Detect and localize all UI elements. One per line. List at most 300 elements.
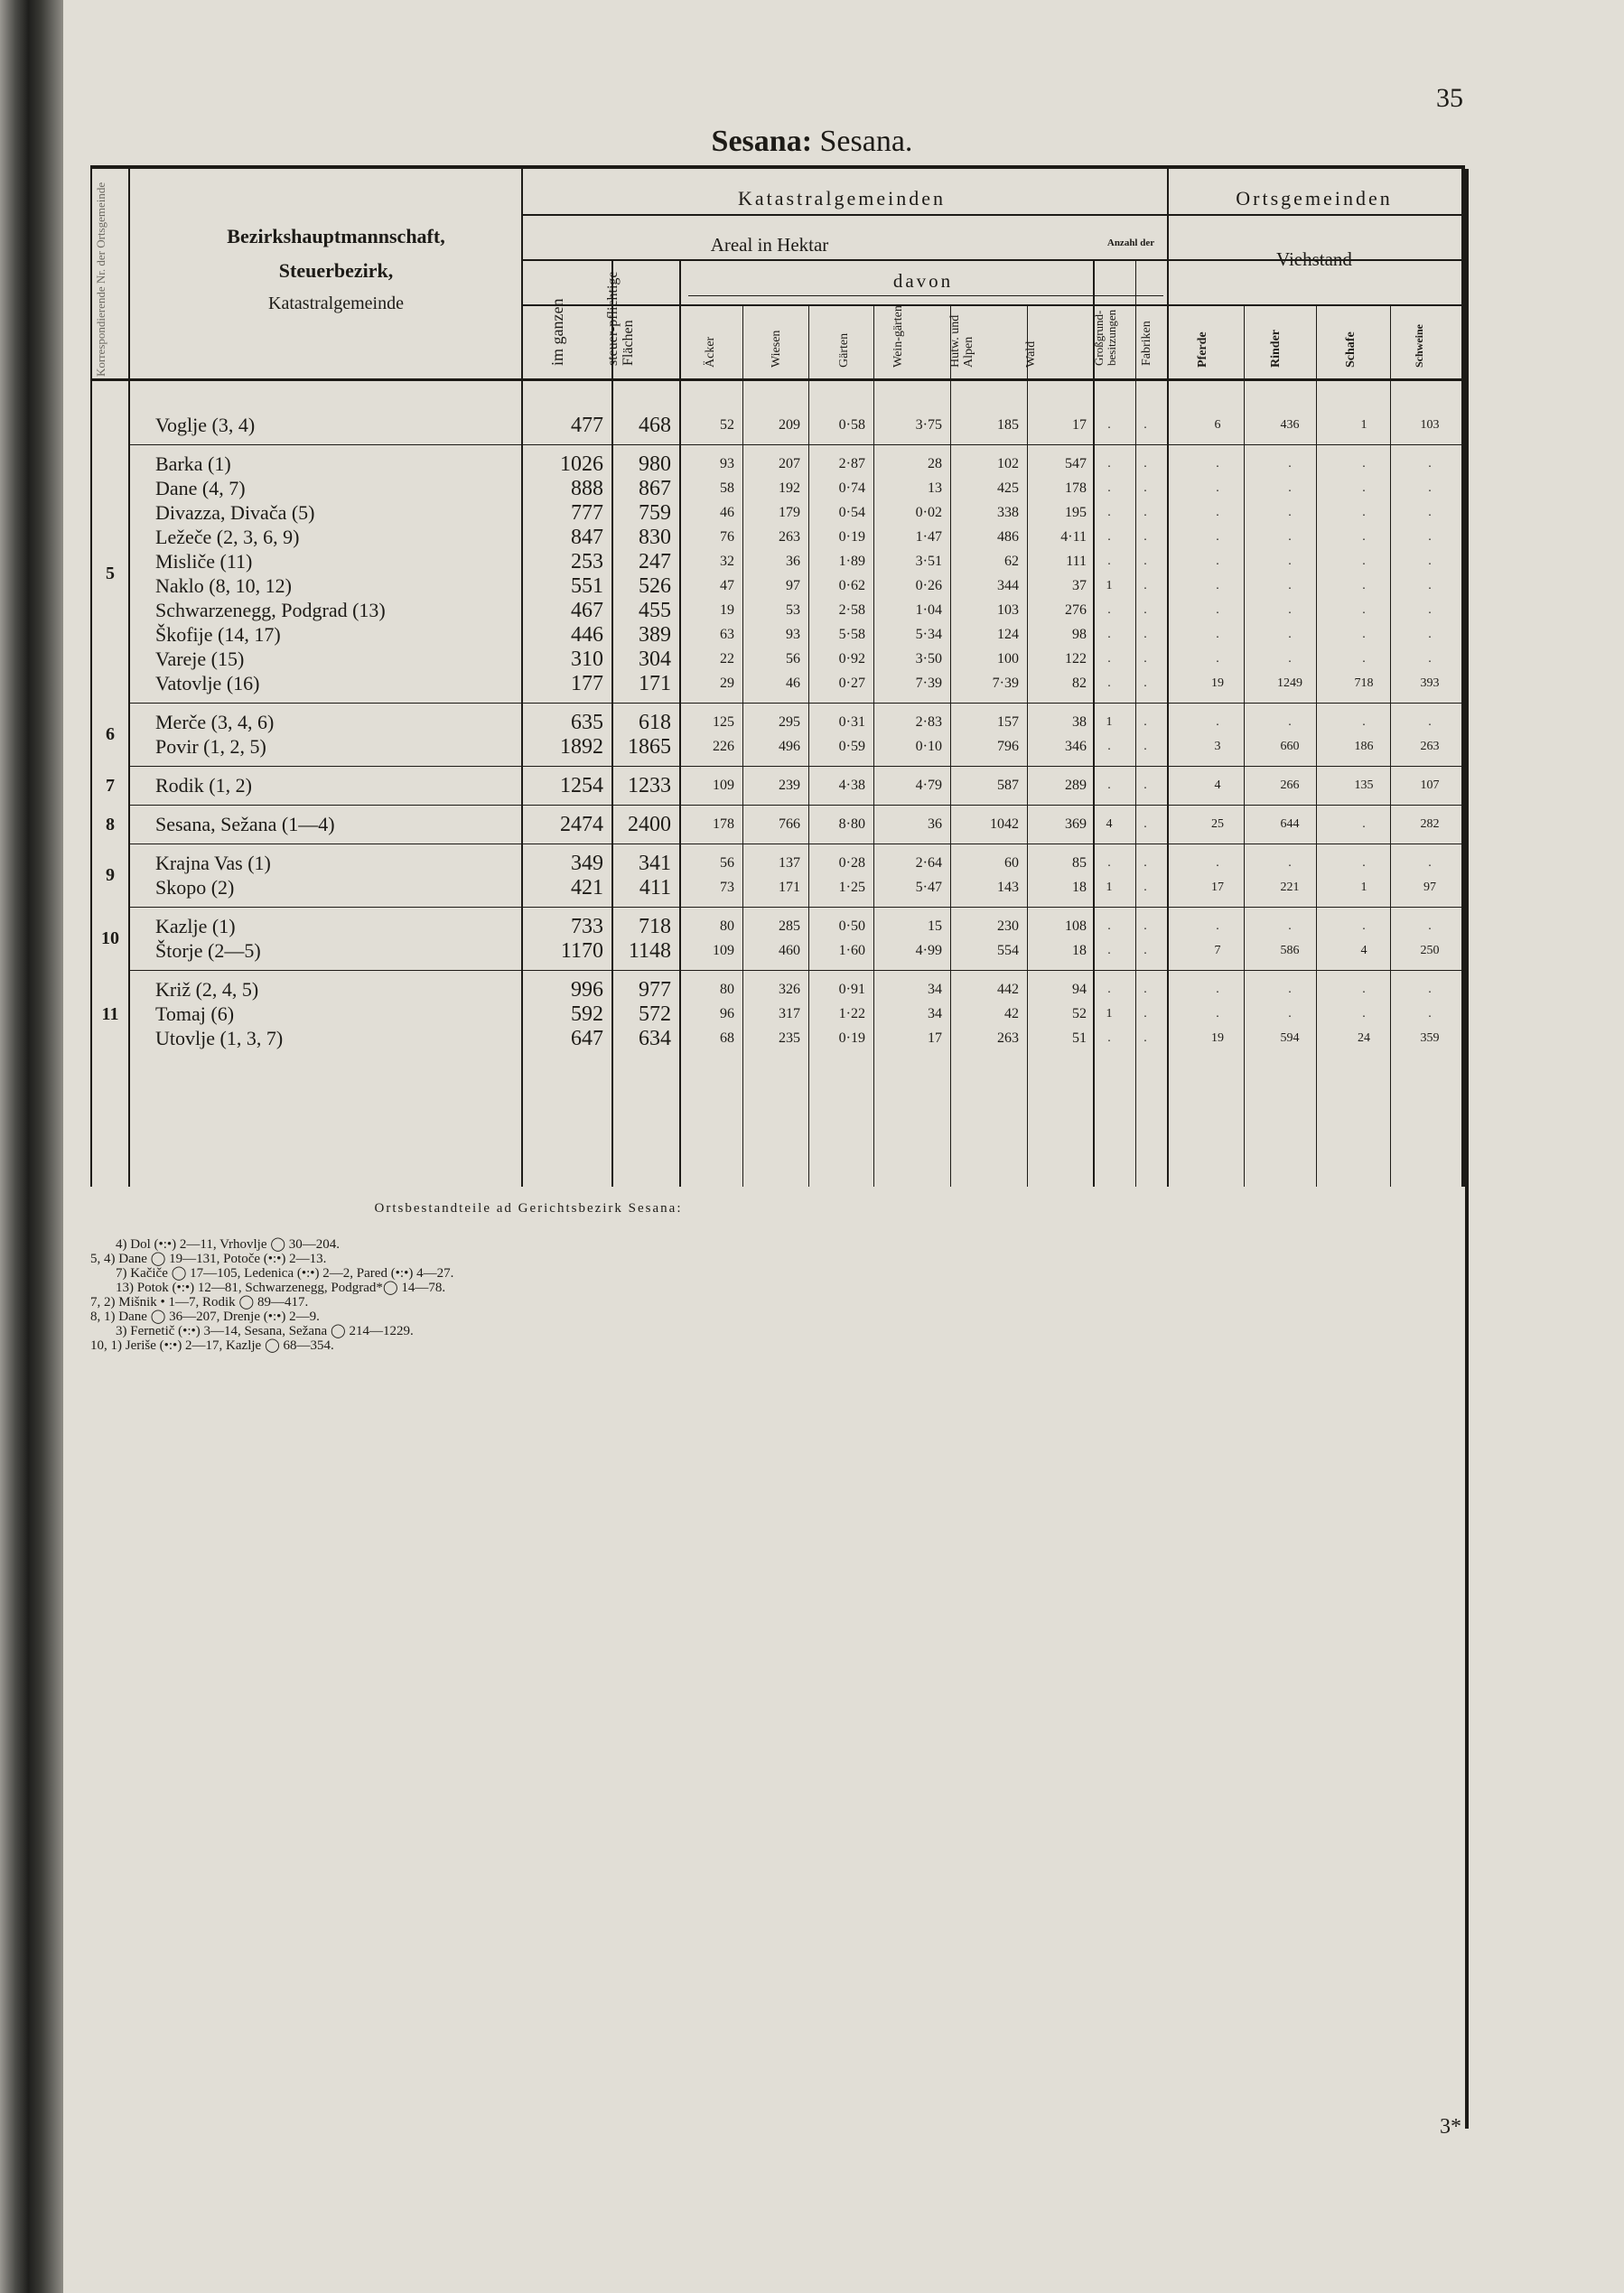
- row-value: 7: [1214, 944, 1221, 957]
- row-value: 1·25: [838, 880, 865, 895]
- row-value: 93: [720, 456, 734, 471]
- header-name-1: Bezirkshauptmannschaft,: [227, 225, 445, 247]
- row-value: 19: [1211, 676, 1224, 690]
- row-value: 572: [639, 1002, 671, 1026]
- row-value: 6: [1214, 418, 1221, 432]
- row-value: 111: [1066, 554, 1087, 569]
- row-value: .: [1216, 919, 1219, 933]
- row-value: .: [1143, 481, 1147, 495]
- row-value: 0·02: [915, 505, 942, 520]
- header-hutweiden: Hutw. und Alpen: [948, 314, 975, 368]
- row-value: 107: [1420, 778, 1440, 792]
- row-value: .: [1288, 919, 1292, 933]
- row-value: 644: [1280, 817, 1300, 831]
- rule-horizontal: [521, 259, 1199, 261]
- footnote-line: 3) Fernetič (•:•) 3—14, Sesana, Sežana ◯ 214—1229.: [116, 1324, 414, 1338]
- row-value: 2·87: [838, 456, 865, 471]
- row-value: .: [1216, 983, 1219, 996]
- rule-vertical: [521, 169, 523, 1187]
- row-value: 766: [779, 816, 800, 832]
- row-value: .: [1288, 715, 1292, 729]
- row-value: 0·19: [838, 529, 865, 545]
- row-value: 52: [720, 417, 734, 433]
- row-value: .: [1143, 603, 1147, 617]
- row-value: .: [1107, 555, 1111, 568]
- row-value: 179: [779, 505, 800, 520]
- header-pferde: Pferde: [1196, 331, 1209, 368]
- row-value: 1892: [560, 735, 603, 759]
- row-name: Krajna Vas (1): [155, 852, 271, 874]
- row-value: .: [1107, 506, 1111, 519]
- row-value: .: [1428, 983, 1432, 996]
- row-name: Sesana, Sežana (1—4): [155, 813, 335, 835]
- row-value: 186: [1354, 740, 1374, 753]
- row-value: 103: [997, 602, 1019, 618]
- row-value: 17: [928, 1030, 942, 1046]
- row-value: 3·51: [915, 554, 942, 569]
- row-value: 1: [1360, 418, 1367, 432]
- rule-horizontal: [1185, 259, 1461, 261]
- row-value: 102: [997, 456, 1019, 471]
- row-value: 93: [786, 627, 800, 642]
- footnote-line: 4) Dol (•:•) 2—11, Vrhovlje ◯ 30—204.: [116, 1237, 341, 1252]
- row-name: Barka (1): [155, 452, 231, 475]
- header-wald: Wald: [1024, 340, 1038, 368]
- row-value: .: [1288, 506, 1292, 519]
- row-value: 124: [997, 627, 1019, 642]
- header-im-ganzen: im ganzen: [548, 298, 566, 366]
- row-value: 888: [571, 477, 603, 500]
- row-value: 177: [571, 672, 603, 695]
- row-value: 266: [1280, 778, 1300, 792]
- row-value: 759: [639, 501, 671, 525]
- footnote-line: 7, 2) Mišnik • 1—7, Rodik ◯ 89—417.: [90, 1295, 309, 1310]
- row-value: 436: [1280, 418, 1300, 432]
- rule-vertical: [873, 304, 874, 1187]
- row-value: .: [1362, 817, 1366, 831]
- row-name: Štorje (2—5): [155, 939, 261, 962]
- header-katastral: Katastralgemeinden: [738, 187, 946, 210]
- row-value: 230: [997, 918, 1019, 934]
- row-value: 7·39: [992, 676, 1019, 691]
- row-value: .: [1143, 676, 1147, 690]
- row-name: Ležeče (2, 3, 6, 9): [155, 526, 300, 548]
- row-value: .: [1362, 579, 1366, 592]
- row-value: 5·47: [915, 880, 942, 895]
- row-value: 2·64: [915, 855, 942, 871]
- row-value: 209: [779, 417, 800, 433]
- group-number: 7: [106, 775, 115, 796]
- header-steuerpflichtig: steuer-pflichtige Flächen: [605, 271, 636, 366]
- row-value: 63: [720, 627, 734, 642]
- row-value: .: [1428, 919, 1432, 933]
- row-value: .: [1143, 944, 1147, 957]
- row-value: 389: [639, 623, 671, 647]
- row-value: .: [1216, 628, 1219, 641]
- row-value: 18: [1072, 943, 1087, 958]
- row-value: 100: [997, 651, 1019, 666]
- row-value: .: [1362, 983, 1366, 996]
- row-value: .: [1362, 919, 1366, 933]
- row-value: 1: [1106, 715, 1113, 729]
- row-value: .: [1143, 881, 1147, 894]
- row-value: 0·74: [838, 480, 865, 496]
- row-value: 547: [1065, 456, 1087, 471]
- row-value: .: [1428, 715, 1432, 729]
- row-value: .: [1216, 481, 1219, 495]
- row-value: 446: [571, 623, 603, 647]
- row-value: 46: [720, 505, 734, 520]
- row-value: 103: [1420, 418, 1440, 432]
- row-value: .: [1288, 603, 1292, 617]
- row-value: 317: [779, 1006, 800, 1021]
- row-value: 496: [779, 739, 800, 754]
- row-value: .: [1362, 856, 1366, 870]
- row-value: 618: [639, 711, 671, 734]
- row-value: .: [1107, 676, 1111, 690]
- row-name: Vareje (15): [155, 648, 245, 670]
- rule-horizontal: [128, 970, 1461, 971]
- row-value: 47: [720, 578, 734, 593]
- row-name: Naklo (8, 10, 12): [155, 574, 292, 597]
- row-value: .: [1216, 555, 1219, 568]
- row-value: 263: [1420, 740, 1440, 753]
- row-value: .: [1216, 579, 1219, 592]
- row-value: 1026: [560, 452, 603, 476]
- row-value: 349: [571, 852, 603, 875]
- row-value: .: [1216, 506, 1219, 519]
- row-value: .: [1216, 1007, 1219, 1021]
- rule-horizontal: [128, 444, 1461, 445]
- row-value: 4: [1106, 817, 1113, 831]
- row-value: 42: [1004, 1006, 1019, 1021]
- row-value: 135: [1354, 778, 1374, 792]
- header-grossgrund: Großgrund-besitzungen: [1092, 309, 1118, 366]
- rule-vertical: [1027, 304, 1028, 1187]
- row-value: 4·11: [1060, 529, 1087, 545]
- footnotes-heading: Ortsbestandteile ad Gerichtsbezirk Sesana:: [374, 1201, 683, 1216]
- row-value: 346: [1065, 739, 1087, 754]
- row-value: 4: [1360, 944, 1367, 957]
- row-value: .: [1428, 603, 1432, 617]
- row-value: 82: [1072, 676, 1087, 691]
- group-number: 11: [101, 1003, 119, 1024]
- row-value: 1: [1106, 1007, 1113, 1021]
- row-value: .: [1107, 919, 1111, 933]
- row-value: 1170: [560, 939, 603, 963]
- row-value: 185: [997, 417, 1019, 433]
- row-value: .: [1428, 530, 1432, 544]
- row-value: .: [1216, 457, 1219, 471]
- row-value: 1·89: [838, 554, 865, 569]
- title-district: Sesana:: [711, 125, 813, 158]
- row-value: 282: [1420, 817, 1440, 831]
- row-value: 4·38: [838, 778, 865, 793]
- rule-vertical: [950, 304, 951, 1187]
- row-value: 592: [571, 1002, 603, 1026]
- row-value: 2·58: [838, 602, 865, 618]
- row-name: Povir (1, 2, 5): [155, 735, 266, 758]
- row-value: .: [1362, 1007, 1366, 1021]
- row-value: 0·31: [838, 714, 865, 730]
- row-name: Merče (3, 4, 6): [155, 711, 275, 733]
- row-value: 98: [1072, 627, 1087, 642]
- row-value: .: [1428, 628, 1432, 641]
- group-number: 9: [106, 865, 115, 885]
- row-value: 0·58: [838, 417, 865, 433]
- row-value: 660: [1280, 740, 1300, 753]
- rule-vertical: [1167, 169, 1169, 1187]
- header-fabriken: Fabriken: [1140, 321, 1153, 366]
- row-value: .: [1143, 817, 1147, 831]
- rule-vertical: [1316, 304, 1317, 1187]
- row-name: Tomaj (6): [155, 1002, 235, 1025]
- row-value: 263: [997, 1030, 1019, 1046]
- row-value: .: [1428, 506, 1432, 519]
- rule-vertical: [679, 259, 681, 1187]
- row-value: 195: [1065, 505, 1087, 520]
- title-court: Sesana.: [812, 125, 913, 158]
- row-value: 143: [997, 880, 1019, 895]
- row-value: .: [1428, 652, 1432, 666]
- row-value: 8·80: [838, 816, 865, 832]
- row-name: Kazlje (1): [155, 915, 236, 937]
- row-value: 37: [1072, 578, 1087, 593]
- signature-mark: 3*: [1440, 2115, 1461, 2139]
- page-title: [0, 125, 1624, 159]
- row-value: 97: [786, 578, 800, 593]
- row-value: 733: [571, 915, 603, 938]
- row-value: 3·75: [915, 417, 942, 433]
- row-value: 157: [997, 714, 1019, 730]
- row-name: Voglje (3, 4): [155, 414, 256, 436]
- row-value: 36: [928, 816, 942, 832]
- header-schafe: Schafe: [1344, 331, 1358, 368]
- row-value: 0·19: [838, 1030, 865, 1046]
- row-value: .: [1143, 506, 1147, 519]
- row-value: 369: [1065, 816, 1087, 832]
- row-value: 68: [720, 1030, 734, 1046]
- row-value: 1·22: [838, 1006, 865, 1021]
- header-weingaerten: Wein-gärten: [891, 305, 905, 368]
- row-value: .: [1216, 603, 1219, 617]
- row-value: 53: [786, 602, 800, 618]
- row-value: .: [1143, 856, 1147, 870]
- row-value: .: [1107, 778, 1111, 792]
- header-ortsgemeinden: Ortsgemeinden: [1236, 187, 1393, 210]
- row-value: .: [1288, 652, 1292, 666]
- rule-horizontal: [128, 703, 1461, 704]
- row-value: 263: [779, 529, 800, 545]
- row-value: 18: [1072, 880, 1087, 895]
- row-value: 96: [720, 1006, 734, 1021]
- row-value: .: [1288, 983, 1292, 996]
- row-name: Vatovlje (16): [155, 672, 260, 694]
- row-value: 239: [779, 778, 800, 793]
- row-name: Skopo (2): [155, 876, 235, 899]
- row-value: .: [1362, 652, 1366, 666]
- row-value: .: [1428, 579, 1432, 592]
- rule-vertical: [808, 304, 809, 1187]
- row-value: 2·83: [915, 714, 942, 730]
- row-value: 393: [1420, 676, 1440, 690]
- row-value: 60: [1004, 855, 1019, 871]
- row-value: 46: [786, 676, 800, 691]
- row-value: 0·59: [838, 739, 865, 754]
- row-value: .: [1143, 983, 1147, 996]
- row-value: 0·50: [838, 918, 865, 934]
- row-value: 250: [1420, 944, 1440, 957]
- row-value: 777: [571, 501, 603, 525]
- row-value: .: [1288, 628, 1292, 641]
- row-value: 5·34: [915, 627, 942, 642]
- row-value: 635: [571, 711, 603, 734]
- rule-horizontal: [521, 304, 1461, 306]
- row-value: 0·92: [838, 651, 865, 666]
- row-value: 0·26: [915, 578, 942, 593]
- row-value: 996: [571, 978, 603, 1002]
- row-value: 34: [928, 982, 942, 997]
- row-name: Utovlje (1, 3, 7): [155, 1027, 284, 1049]
- row-value: 830: [639, 526, 671, 549]
- page-number: 35: [1436, 83, 1463, 113]
- row-value: 1: [1360, 881, 1367, 894]
- row-value: .: [1362, 530, 1366, 544]
- row-value: 338: [997, 505, 1019, 520]
- row-value: 0·54: [838, 505, 865, 520]
- row-value: 344: [997, 578, 1019, 593]
- row-value: 52: [1072, 1006, 1087, 1021]
- row-value: 171: [639, 672, 671, 695]
- row-value: 1: [1106, 579, 1113, 592]
- rule-vertical: [128, 169, 130, 1187]
- row-value: 109: [713, 943, 734, 958]
- row-name: Križ (2, 4, 5): [155, 978, 259, 1001]
- rule-vertical: [1390, 304, 1391, 1187]
- row-value: .: [1107, 457, 1111, 471]
- group-number: 8: [106, 814, 115, 834]
- row-value: 980: [639, 452, 671, 476]
- row-value: 108: [1065, 918, 1087, 934]
- row-value: 411: [639, 876, 671, 899]
- row-value: 4·99: [915, 943, 942, 958]
- row-value: 1249: [1277, 676, 1302, 690]
- row-value: .: [1143, 555, 1147, 568]
- row-value: .: [1428, 481, 1432, 495]
- row-value: .: [1143, 919, 1147, 933]
- row-value: 76: [720, 529, 734, 545]
- row-value: .: [1362, 457, 1366, 471]
- row-value: 425: [997, 480, 1019, 496]
- row-value: .: [1143, 715, 1147, 729]
- row-value: .: [1143, 628, 1147, 641]
- row-value: 226: [713, 739, 734, 754]
- row-value: 1·47: [915, 529, 942, 545]
- header-wiesen: Wiesen: [770, 330, 783, 368]
- row-value: .: [1288, 579, 1292, 592]
- row-value: 207: [779, 456, 800, 471]
- row-value: 109: [713, 778, 734, 793]
- row-value: .: [1143, 530, 1147, 544]
- row-value: .: [1143, 778, 1147, 792]
- row-value: .: [1288, 481, 1292, 495]
- row-value: .: [1143, 1031, 1147, 1045]
- row-value: 17: [1072, 417, 1087, 433]
- row-value: 247: [639, 550, 671, 573]
- row-value: .: [1288, 457, 1292, 471]
- row-value: 13: [928, 480, 942, 496]
- group-number: 10: [101, 928, 119, 948]
- row-value: 468: [639, 414, 671, 437]
- row-value: 551: [571, 574, 603, 598]
- row-value: 326: [779, 982, 800, 997]
- row-value: 56: [786, 651, 800, 666]
- row-value: 73: [720, 880, 734, 895]
- row-value: .: [1143, 579, 1147, 592]
- row-value: 1042: [990, 816, 1019, 832]
- row-value: .: [1143, 740, 1147, 753]
- row-name: Rodik (1, 2): [155, 774, 252, 797]
- row-value: 51: [1072, 1030, 1087, 1046]
- row-value: .: [1107, 944, 1111, 957]
- row-value: .: [1288, 555, 1292, 568]
- row-value: 80: [720, 982, 734, 997]
- row-value: .: [1362, 628, 1366, 641]
- row-value: 847: [571, 526, 603, 549]
- row-value: .: [1107, 603, 1111, 617]
- header-schweine: Schweine: [1413, 324, 1425, 368]
- row-value: .: [1143, 652, 1147, 666]
- row-value: .: [1107, 983, 1111, 996]
- row-value: 486: [997, 529, 1019, 545]
- header-name-2: Steuerbezirk,: [278, 259, 394, 282]
- row-value: .: [1107, 530, 1111, 544]
- row-value: .: [1216, 530, 1219, 544]
- row-value: 304: [639, 648, 671, 671]
- row-value: 341: [639, 852, 671, 875]
- header-nr: Korrespondierende Nr. der Ortsgemeinde: [94, 182, 107, 377]
- row-value: .: [1143, 418, 1147, 432]
- statistics-table: [90, 165, 1465, 1187]
- row-value: 1148: [628, 939, 671, 963]
- rule-vertical: [1244, 304, 1245, 1187]
- row-value: 192: [779, 480, 800, 496]
- header-anzahl: Anzahl der: [1106, 238, 1155, 248]
- row-value: 586: [1280, 944, 1300, 957]
- group-number: 5: [106, 564, 115, 583]
- row-value: 796: [997, 739, 1019, 754]
- row-value: 36: [786, 554, 800, 569]
- row-value: 467: [571, 599, 603, 622]
- row-value: .: [1216, 715, 1219, 729]
- row-value: .: [1428, 457, 1432, 471]
- row-value: 0·10: [915, 739, 942, 754]
- row-value: 594: [1280, 1031, 1300, 1045]
- footnote-line: 7) Kačiče ◯ 17—105, Ledenica (•:•) 2—2, Pared (•:•) 4—27.: [116, 1266, 454, 1281]
- row-value: .: [1107, 418, 1111, 432]
- row-value: 80: [720, 918, 734, 934]
- row-value: 56: [720, 855, 734, 871]
- row-value: 7·39: [915, 676, 942, 691]
- rule-horizontal: [92, 378, 1461, 381]
- binding-edge: [0, 0, 63, 2293]
- rule-horizontal: [521, 214, 1461, 216]
- row-value: 867: [639, 477, 671, 500]
- row-value: 4: [1214, 778, 1221, 792]
- row-value: 2474: [560, 813, 603, 836]
- row-value: 310: [571, 648, 603, 671]
- row-name: Divazza, Divača (5): [155, 501, 315, 524]
